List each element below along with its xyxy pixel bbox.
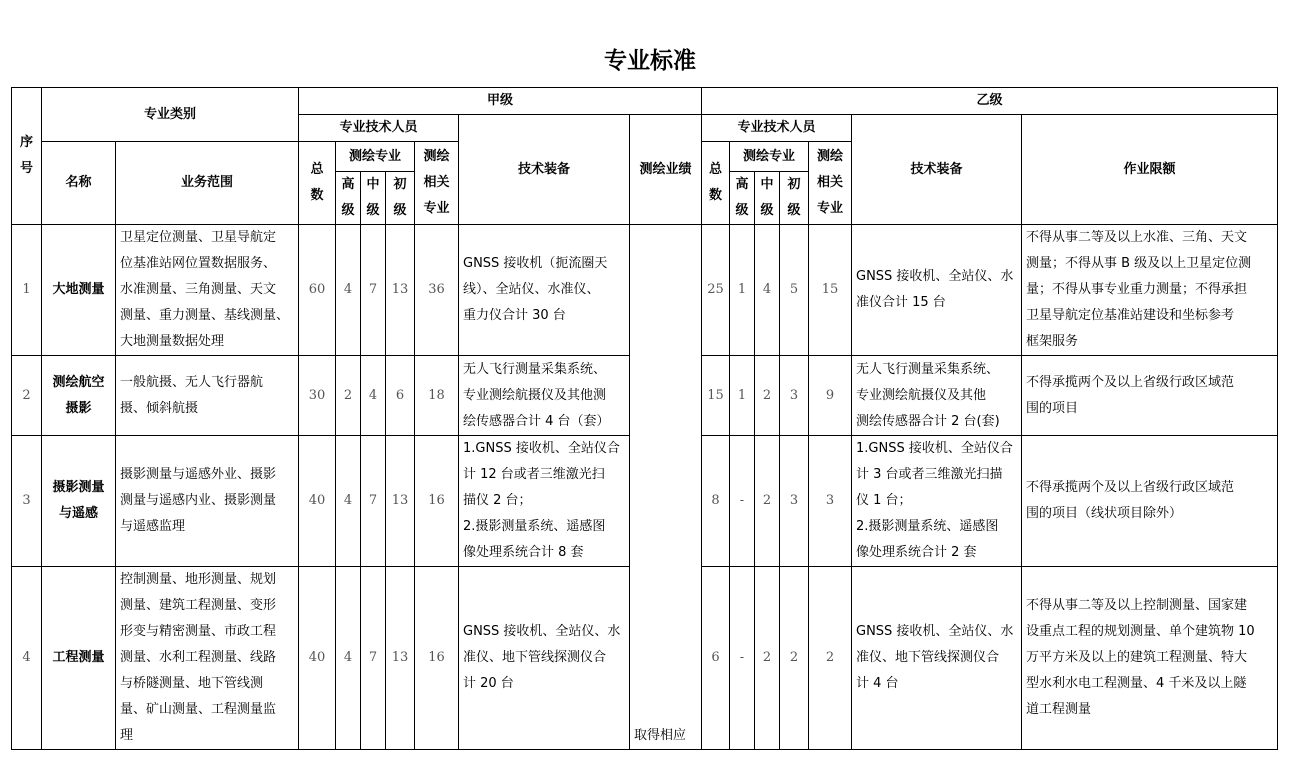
yi-total: 25 xyxy=(702,225,730,356)
header-jia-junior: 初级 xyxy=(386,172,415,225)
header-yi-senior: 高级 xyxy=(730,172,755,225)
yi-limit: 不得从事二等及以上水准、三角、天文 测量；不得从事 B 级及以上卫星定位测 量；不得从事专业重力测量；不得承担 卫星导航定位基准站建设和坐标参考 框架服务 xyxy=(1022,225,1278,356)
jia-related: 16 xyxy=(415,436,459,567)
jia-total: 40 xyxy=(299,567,336,750)
standards-table xyxy=(11,87,1278,750)
jia-senior: 2 xyxy=(336,356,361,436)
yi-middle: 4 xyxy=(755,225,780,356)
table-row xyxy=(12,225,1278,356)
jia-related: 16 xyxy=(415,567,459,750)
jia-junior: 13 xyxy=(386,567,415,750)
row-scope: 卫星定位测量、卫星导航定 位基准站网位置数据服务、 水准测量、三角测量、天文 测量、重力测量、基线测量、 大地测量数据处理 xyxy=(116,225,299,356)
jia-equipment: 无人飞行测量采集系统、 专业测绘航摄仪及其他测 绘传感器合计 4 台（套） xyxy=(459,356,630,436)
header-yi-survey-major: 测绘专业 xyxy=(730,142,809,172)
header-yi-junior: 初级 xyxy=(780,172,809,225)
yi-limit: 不得承揽两个及以上省级行政区域范 围的项目 xyxy=(1022,356,1278,436)
jia-junior: 13 xyxy=(386,225,415,356)
row-scope: 摄影测量与遥感外业、摄影 测量与遥感内业、摄影测量 与遥感监理 xyxy=(116,436,299,567)
jia-performance: 取得相应 xyxy=(630,225,702,750)
yi-total: 8 xyxy=(702,436,730,567)
yi-related: 9 xyxy=(809,356,852,436)
header-yi-staff: 专业技术人员 xyxy=(702,115,852,142)
header-yi-equipment: 技术装备 xyxy=(852,115,1022,225)
row-seq: 1 xyxy=(12,225,42,356)
header-jia-middle: 中级 xyxy=(361,172,386,225)
yi-senior: - xyxy=(730,567,755,750)
header-yi-total: 总数 xyxy=(702,142,730,225)
jia-total: 60 xyxy=(299,225,336,356)
yi-equipment: 1.GNSS 接收机、全站仪合 计 3 台或者三维激光扫描 仪 1 台； 2.摄影测量系统、遥感图 像处理系统合计 2 套 xyxy=(852,436,1022,567)
jia-equipment: GNSS 接收机（扼流圈天 线）、全站仪、水准仪、 重力仪合计 30 台 xyxy=(459,225,630,356)
jia-junior: 13 xyxy=(386,436,415,567)
header-yi-limit: 作业限额 xyxy=(1022,115,1278,225)
page-title: 专业标准 xyxy=(604,48,696,74)
yi-junior: 2 xyxy=(780,567,809,750)
jia-senior: 4 xyxy=(336,436,361,567)
jia-equipment: GNSS 接收机、全站仪、水 准仪、地下管线探测仪合 计 20 台 xyxy=(459,567,630,750)
yi-senior: 1 xyxy=(730,225,755,356)
jia-related: 18 xyxy=(415,356,459,436)
row-seq: 3 xyxy=(12,436,42,567)
yi-equipment: GNSS 接收机、全站仪、水 准仪、地下管线探测仪合 计 4 台 xyxy=(852,567,1022,750)
row-seq: 4 xyxy=(12,567,42,750)
header-jia-performance: 测绘业绩 xyxy=(630,115,702,225)
header-scope: 业务范围 xyxy=(116,142,299,225)
jia-junior: 6 xyxy=(386,356,415,436)
jia-total: 40 xyxy=(299,436,336,567)
row-name: 摄影测量与遥感 xyxy=(42,436,116,567)
yi-middle: 2 xyxy=(755,356,780,436)
yi-total: 15 xyxy=(702,356,730,436)
yi-junior: 5 xyxy=(780,225,809,356)
jia-middle: 7 xyxy=(361,225,386,356)
yi-related: 15 xyxy=(809,225,852,356)
yi-total: 6 xyxy=(702,567,730,750)
header-jia: 甲级 xyxy=(299,88,702,115)
row-scope: 控制测量、地形测量、规划 测量、建筑工程测量、变形 形变与精密测量、市政工程 测量、水利工程测量、线路 与桥隧测量、地下管线测 量、矿山测量、工程测量监 理 xyxy=(116,567,299,750)
header-yi-middle: 中级 xyxy=(755,172,780,225)
jia-related: 36 xyxy=(415,225,459,356)
jia-middle: 4 xyxy=(361,356,386,436)
yi-limit: 不得从事二等及以上控制测量、国家建 设重点工程的规划测量、单个建筑物 10 万平方米及以上的建筑工程测量、特大 型水利水电工程测量、4 千米及以上隧 道工程测量 xyxy=(1022,567,1278,750)
yi-senior: 1 xyxy=(730,356,755,436)
yi-junior: 3 xyxy=(780,356,809,436)
header-jia-survey-major: 测绘专业 xyxy=(336,142,415,172)
yi-middle: 2 xyxy=(755,436,780,567)
jia-equipment: 1.GNSS 接收机、全站仪合 计 12 台或者三维激光扫 描仪 2 台； 2.摄影测量系统、遥感图 像处理系统合计 8 套 xyxy=(459,436,630,567)
yi-limit: 不得承揽两个及以上省级行政区域范 围的项目（线状项目除外） xyxy=(1022,436,1278,567)
header-jia-senior: 高级 xyxy=(336,172,361,225)
row-scope: 一般航摄、无人飞行器航 摄、倾斜航摄 xyxy=(116,356,299,436)
jia-middle: 7 xyxy=(361,567,386,750)
header-yi: 乙级 xyxy=(702,88,1278,115)
header-jia-equipment: 技术装备 xyxy=(459,115,630,225)
yi-related: 3 xyxy=(809,436,852,567)
yi-equipment: GNSS 接收机、全站仪、水 准仪合计 15 台 xyxy=(852,225,1022,356)
jia-senior: 4 xyxy=(336,567,361,750)
yi-senior: - xyxy=(730,436,755,567)
row-name: 工程测量 xyxy=(42,567,116,750)
yi-middle: 2 xyxy=(755,567,780,750)
jia-middle: 7 xyxy=(361,436,386,567)
yi-equipment: 无人飞行测量采集系统、 专业测绘航摄仪及其他 测绘传感器合计 2 台(套) xyxy=(852,356,1022,436)
yi-junior: 3 xyxy=(780,436,809,567)
header-jia-staff: 专业技术人员 xyxy=(299,115,459,142)
jia-senior: 4 xyxy=(336,225,361,356)
jia-total: 30 xyxy=(299,356,336,436)
header-seq: 序号 xyxy=(12,88,42,225)
header-category: 专业类别 xyxy=(42,88,299,142)
header-jia-total: 总数 xyxy=(299,142,336,225)
row-name: 大地测量 xyxy=(42,225,116,356)
row-name: 测绘航空摄影 xyxy=(42,356,116,436)
yi-related: 2 xyxy=(809,567,852,750)
header-name: 名称 xyxy=(42,142,116,225)
row-seq: 2 xyxy=(12,356,42,436)
header-jia-related: 测绘相关专业 xyxy=(415,142,459,225)
header-yi-related: 测绘相关专业 xyxy=(809,142,852,225)
